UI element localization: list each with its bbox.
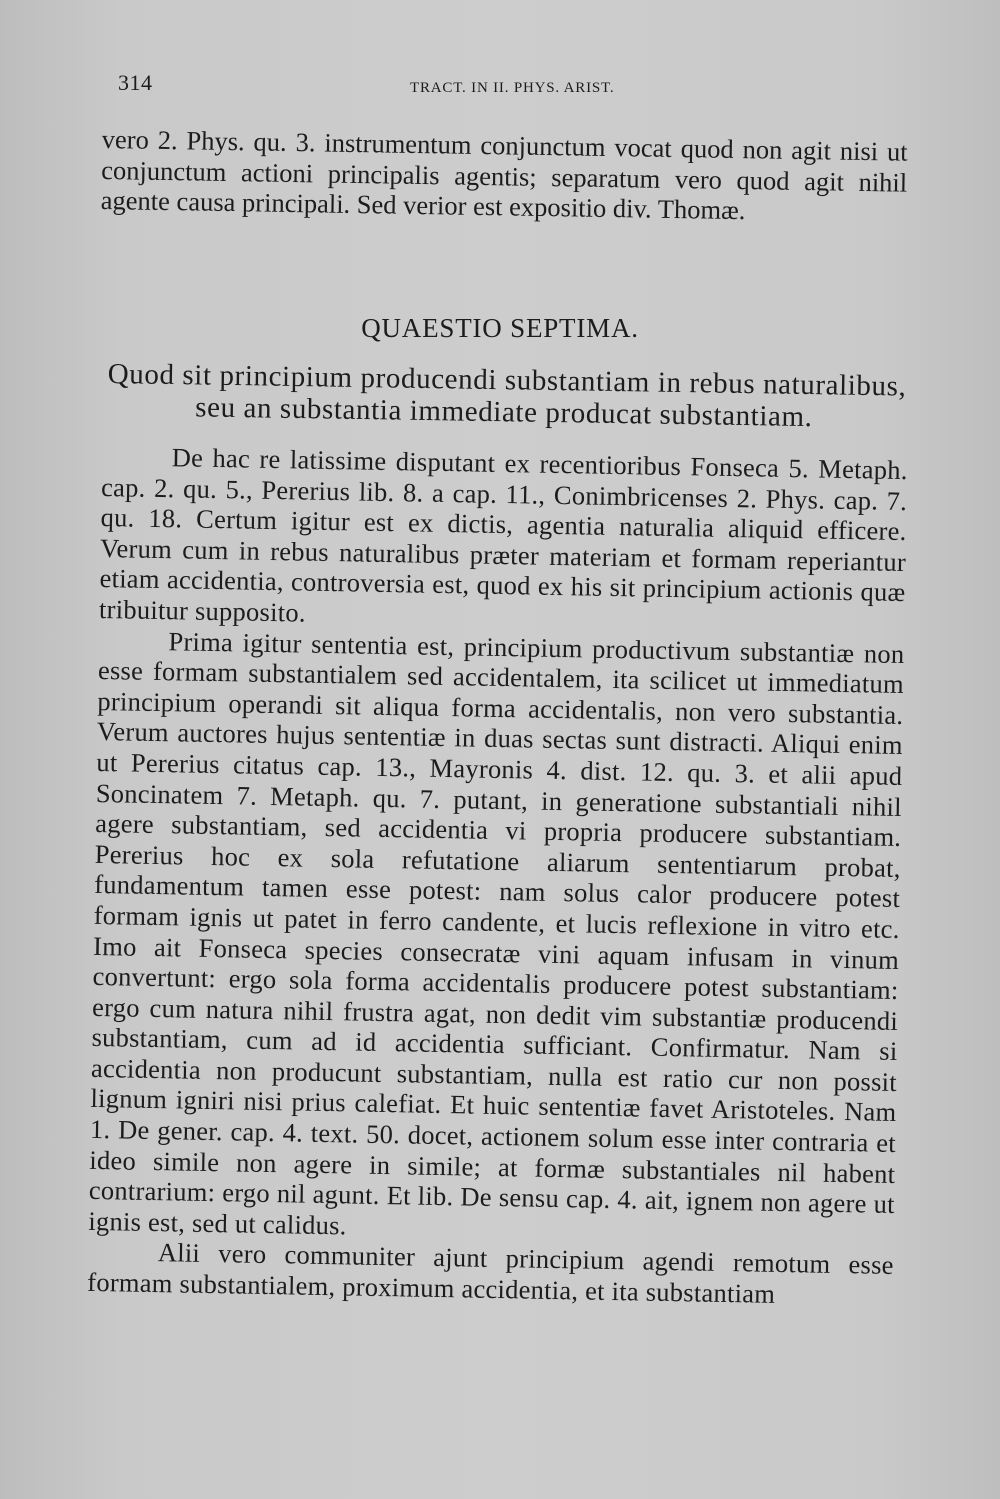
running-head	[118, 70, 905, 106]
question-title	[107, 358, 923, 435]
paragraph-1: De hac re latissime disputant ex recentioribus Fonseca 5. Metaph. cap. 2. qu. 5., Pererius lib. 8. a cap. 11., Conimbricenses 2. Phys. cap. 7. qu. 18. Certum igitur est ex dictis, agentia naturalia aliquid efficere. Verum cum in rebus naturalibus præter materiam et formam reperiantur etiam accidentia, controversia est, quod ex his sit principium actionis quæ tribuitur supposito.	[98, 442, 908, 628]
question-title-line-1: Quod sit principium producendi substantiam in rebus naturalibus,	[107, 358, 907, 403]
section-heading: QUAESTIO SEPTIMA.	[361, 313, 639, 343]
running-title: TRACT. IN II. PHYS. ARIST.	[410, 80, 615, 96]
body-text	[87, 441, 908, 1312]
paragraph-3: Alii vero communiter ajunt principium agendi remotum esse formam substantialem, proximum accidentia, et ita substantiam	[87, 1237, 894, 1309]
intro-paragraph: vero 2. Phys. qu. 3. instrumentum conjunctum vocat quod non agit nisi ut conjunctum actioni principalis agentis; separatum vero quod agit nihil agente causa principali. Sed verior est expositio div. Thomæ.	[100, 124, 908, 226]
question-title-line-2: seu an substantia immediate producat substantiam.	[194, 391, 813, 434]
page-number: 314	[118, 70, 153, 95]
intro-text	[101, 124, 908, 228]
paragraph-2: Prima igitur sententia est, principium productivum substantiæ non esse formam substantialem sed accidentalem, ita scilicet ut immediatum principium operandi sit aliqua forma accidentalis, non vero substantia. Verum auctores hujus sententiæ in duas sectas sunt distracti. Aliqui enim ut Pererius citatus cap. 13., Mayronis 4. dist. 12. qu. 3. et alii apud Soncinatem 7. Metaph. qu. 7. putant, in generatione substantiali nihil agere substantiam, sed accidentia vi propria producere substantiam. Pererius hoc ex sola refutatione aliarum sententiarum probat, fundamentum tamen esse potest: nam solus calor producere potest formam ignis ut patet in ferro candente, et lucis reflexione in vitro etc. Imo ait Fonseca species consecratæ vini aquam infusam in vinum convertunt: ergo sola forma accidentalis producere potest substantiam: ergo cum natura nihil frustra agat, non dedit vim substantiæ producendi substantiam, cum ad id accidentia sufficiant. Confirmatur. Nam si accidentia non producunt substantiam, nulla est ratio cur non possit lignum igniri nisi prius calefiat. Et huic sententiæ favet Aristoteles. Nam 1. De gener. cap. 4. text. 50. docet, actionem solum esse inter contraria et ideo simile non agere in simile; at formæ substantiales nil habent contrarium: ergo nil agunt. Et lib. De sensu cap. 4. ait, ignem non agere ut ignis est, sed ut calidus.	[88, 625, 905, 1241]
